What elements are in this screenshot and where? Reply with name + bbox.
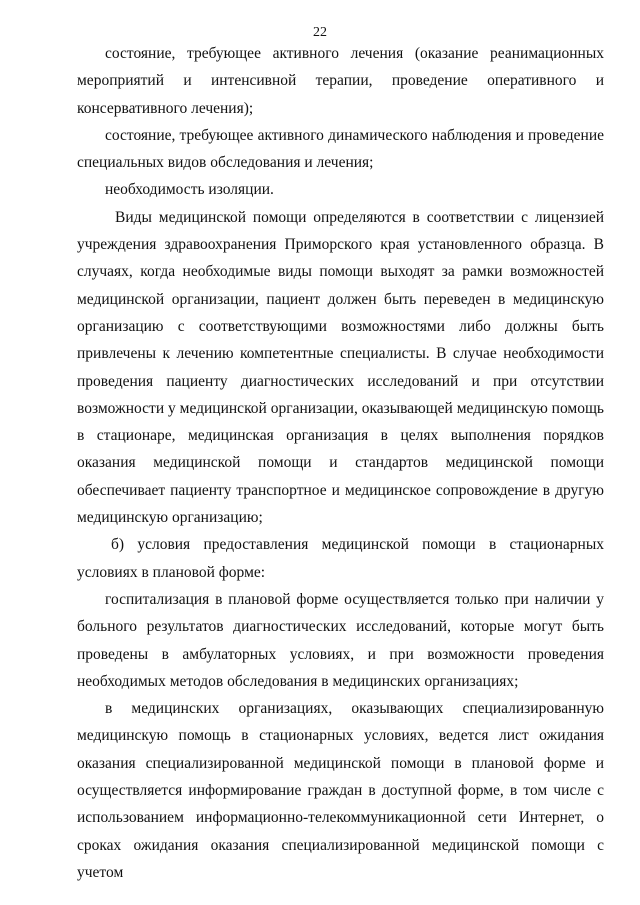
paragraph-waiting-list: в медицинских организациях, оказывающих специализированную медицинскую помощь в стационарных условиях, ведется лист ожидания оказания специализированной медицинской помощи в плановой форме и осуществляется информирование граждан в доступной форме, в том числе с использованием информационно-телекоммуникационной сети Интернет, о сроках ожидания оказания специализированной медицинской помощи с учетом (77, 700, 604, 881)
paragraph-planned-hospitalization: госпитализация в плановой форме осуществляется только при наличии у больного результатов диагностических исследований, которые могут быть проведены в амбулаторных условиях, и при возможности проведения необходимых методов обследования в медицинских организациях; (77, 590, 604, 690)
paragraph-active-treatment: состояние, требующее активного лечения (оказание реанимационных мероприятий и интенсивной терапии, проведение оперативного и консервативного лечения); (77, 45, 604, 117)
paragraph-isolation: необходимость изоляции. (105, 181, 274, 199)
paragraph-planned-conditions: б) условия предоставления медицинской помощи в стационарных условиях в плановой форме: (77, 536, 604, 581)
paragraph-dynamic-observation: состояние, требующее активного динамического наблюдения и проведение специальных видов обследования и лечения; (77, 126, 604, 172)
paragraph-types-of-care: Виды медицинской помощи определяются в соответствии с лицензией учреждения здравоохранения Приморского края установленного образца. В случаях, когда необходимые виды помощи выходят за рамки возможностей медицинской организации, пациент должен быть переведен в медицинскую организацию с соответствующими возможностями либо должны быть привлечены к лечению компетентные специалисты. В случае необходимости проведения пациенту диагностических исследований и при отсутствии возможности у медицинской организации, оказывающей медицинскую помощь в стационаре, медицинская организация в целях выполнения порядков оказания медицинской помощи и стандартов медицинской помощи обеспечивает пациенту транспортное и медицинское сопровождение в другую медицинскую организацию; (77, 208, 604, 527)
page-number: 22 (313, 25, 327, 40)
page-body (77, 40, 604, 886)
